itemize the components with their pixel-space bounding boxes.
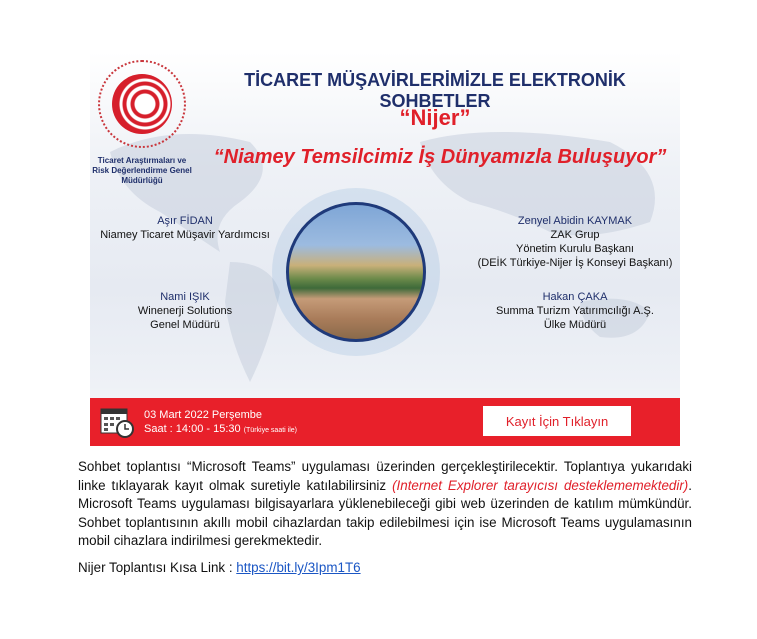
event-info-bar — [90, 398, 680, 446]
organization-name: Ticaret Araştırmaları ve Risk Değerlendirme Genel Müdürlüğü — [92, 156, 192, 185]
description-text: Sohbet toplantısı “Microsoft Teams” uygulaması üzerinden gerçekleştirilecektir. Toplantıya yukarıdaki linke tıklayarak kayıt olmak suretiyle katılabilirsiniz — [78, 459, 692, 493]
short-link-label: Nijer Toplantısı Kısa Link : — [78, 560, 237, 575]
short-link[interactable]: https://bit.ly/3Ipm1T6 — [236, 560, 361, 575]
niamey-handshake-photo — [286, 202, 426, 342]
speaker-role: Winenerji Solutions — [137, 305, 233, 317]
event-banner — [90, 52, 680, 446]
country-title: “Nijer” — [399, 105, 471, 130]
speaker-name: Aşır FİDAN — [157, 215, 213, 227]
event-time: Saat : 14:00 - 15:30 — [144, 423, 241, 435]
speaker-role: Genel Müdürü — [150, 319, 220, 331]
speaker-role: Yönetim Kurulu Başkanı — [515, 243, 634, 255]
speaker-4 — [470, 290, 680, 332]
short-link-line — [78, 560, 361, 575]
speaker-role: Ülke Müdürü — [543, 319, 607, 331]
browser-warning: (Internet Explorer tarayıcısı desteklememektedir) — [392, 477, 689, 493]
speaker-3 — [470, 214, 680, 270]
calendar-clock-icon — [100, 406, 134, 438]
speaker-name: Nami IŞIK — [160, 291, 210, 303]
speaker-1 — [90, 214, 280, 242]
speaker-role: ZAK Grup — [550, 229, 600, 241]
description-text-rest: . Microsoft Teams uygulaması bilgisayarlara yüklenebileceği gibi web üzerinden de katılım mümkündür. Sohbet toplantısının akıllı mobil cihazlardan takip edilebilmesi için ise Microsoft Teams uygulamasının mobil cihazlara indirilmesi gerekmektedir. — [78, 477, 692, 549]
speaker-role: Niamey Ticaret Müşavir Yardımcısı — [100, 229, 270, 241]
banner-subtitle: “Niamey Temsilcimiz İş Dünyamızla Buluşuyor” — [213, 146, 667, 168]
description-paragraph — [78, 458, 692, 551]
speaker-name: Zenyel Abidin KAYMAK — [517, 215, 633, 227]
speaker-role: Summa Turizm Yatırımcılığı A.Ş. — [496, 305, 654, 317]
speaker-2 — [100, 290, 270, 332]
event-date: 03 Mart 2022 Perşembe — [144, 409, 263, 421]
ministry-logo — [98, 60, 186, 148]
speaker-name: Hakan ÇAKA — [542, 291, 608, 303]
speaker-role: (DEİK Türkiye-Nijer İş Konseyi Başkanı) — [477, 257, 673, 269]
banner-title: TİCARET MÜŞAVİRLERİMİZLE ELEKTRONİK SOHBETLER — [244, 70, 626, 111]
event-datetime — [144, 408, 297, 438]
register-button[interactable]: Kayıt İçin Tıklayın — [483, 406, 631, 436]
time-zone-note: (Türkiye saati ile) — [243, 427, 297, 434]
